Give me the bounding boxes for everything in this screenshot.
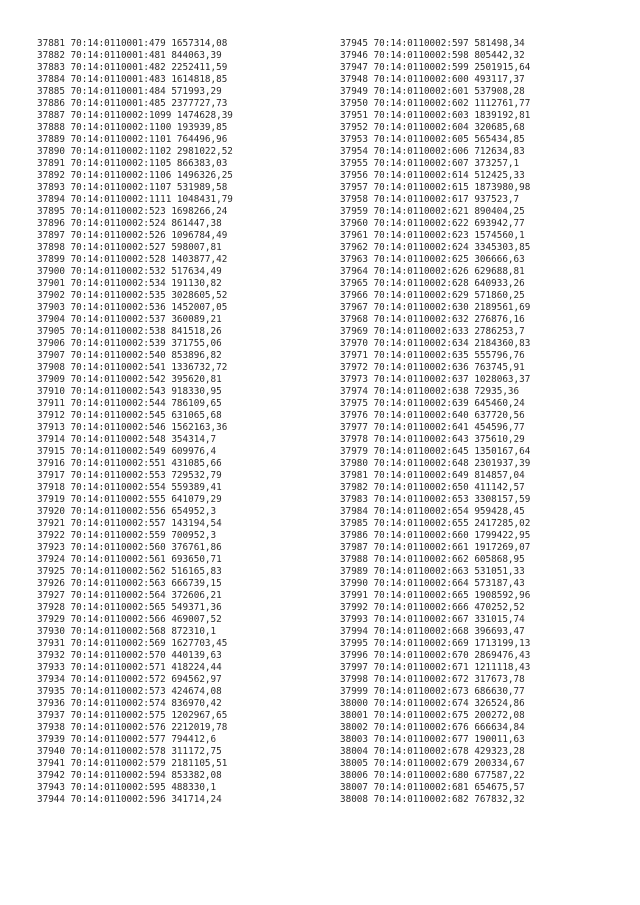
table-row: 37905 70:14:0110002:538 841518,26	[37, 326, 222, 337]
table-row: 37987 70:14:0110002:661 1917269,07	[340, 542, 531, 553]
table-row: 37933 70:14:0110002:571 418224,44	[37, 662, 222, 673]
table-row: 37957 70:14:0110002:615 1873980,98	[340, 182, 531, 193]
table-row: 37962 70:14:0110002:624 3345303,85	[340, 242, 531, 253]
table-row: 37896 70:14:0110002:524 861447,38	[37, 218, 222, 229]
table-row: 37918 70:14:0110002:554 559389,41	[37, 482, 222, 493]
left-column	[37, 38, 233, 806]
table-row: 37903 70:14:0110002:536 1452007,05	[37, 302, 228, 313]
table-row: 37989 70:14:0110002:663 531051,33	[340, 566, 525, 577]
table-row: 37944 70:14:0110002:596 341714,24	[37, 794, 222, 805]
table-row: 37911 70:14:0110002:544 786109,65	[37, 398, 222, 409]
table-row: 37928 70:14:0110002:565 549371,36	[37, 602, 222, 613]
table-row: 38004 70:14:0110002:678 429323,28	[340, 746, 525, 757]
table-row: 37971 70:14:0110002:635 555796,76	[340, 350, 525, 361]
table-row: 37887 70:14:0110002:1099 1474628,39	[37, 110, 233, 121]
table-row: 37912 70:14:0110002:545 631065,68	[37, 410, 222, 421]
table-row: 37963 70:14:0110002:625 306666,63	[340, 254, 525, 265]
table-row: 37883 70:14:0110001:482 2252411,59	[37, 62, 228, 73]
table-row: 37999 70:14:0110002:673 686630,77	[340, 686, 525, 697]
table-row: 37997 70:14:0110002:671 1211118,43	[340, 662, 531, 673]
table-row: 37907 70:14:0110002:540 853896,82	[37, 350, 222, 361]
table-row: 37932 70:14:0110002:570 440139,63	[37, 650, 222, 661]
table-row: 37926 70:14:0110002:563 666739,15	[37, 578, 222, 589]
table-row: 37991 70:14:0110002:665 1908592,96	[340, 590, 531, 601]
table-row: 37894 70:14:0110002:1111 1048431,79	[37, 194, 233, 205]
table-row: 37993 70:14:0110002:667 331015,74	[340, 614, 525, 625]
table-row: 37937 70:14:0110002:575 1202967,65	[37, 710, 228, 721]
table-row: 37920 70:14:0110002:556 654952,3	[37, 506, 217, 517]
table-row: 37945 70:14:0110002:597 581498,34	[340, 38, 525, 49]
table-row: 37893 70:14:0110002:1107 531989,58	[37, 182, 228, 193]
table-row: 37973 70:14:0110002:637 1028063,37	[340, 374, 531, 385]
table-row: 37923 70:14:0110002:560 376761,86	[37, 542, 222, 553]
table-row: 37939 70:14:0110002:577 794412,6	[37, 734, 217, 745]
table-row: 37970 70:14:0110002:634 2184360,83	[340, 338, 531, 349]
table-row: 37946 70:14:0110002:598 805442,32	[340, 50, 525, 61]
table-row: 37898 70:14:0110002:527 598007,81	[37, 242, 222, 253]
table-row: 38003 70:14:0110002:677 190011,63	[340, 734, 525, 745]
table-row: 37889 70:14:0110002:1101 764496,96	[37, 134, 228, 145]
table-row: 37969 70:14:0110002:633 2786253,7	[340, 326, 525, 337]
table-row: 37938 70:14:0110002:576 2212019,78	[37, 722, 228, 733]
table-row: 37978 70:14:0110002:643 375610,29	[340, 434, 525, 445]
table-row: 37981 70:14:0110002:649 814857,04	[340, 470, 525, 481]
table-row: 37965 70:14:0110002:628 640933,26	[340, 278, 525, 289]
table-row: 37974 70:14:0110002:638 72935,36	[340, 386, 520, 397]
table-row: 37986 70:14:0110002:660 1799422,95	[340, 530, 531, 541]
table-row: 37959 70:14:0110002:621 890404,25	[340, 206, 525, 217]
table-row: 37906 70:14:0110002:539 371755,06	[37, 338, 222, 349]
table-row: 37972 70:14:0110002:636 763745,91	[340, 362, 525, 373]
table-row: 37897 70:14:0110002:526 1096784,49	[37, 230, 228, 241]
table-row: 38001 70:14:0110002:675 200272,08	[340, 710, 525, 721]
table-row: 37885 70:14:0110001:484 571993,29	[37, 86, 222, 97]
table-row: 37990 70:14:0110002:664 573187,43	[340, 578, 525, 589]
table-row: 37943 70:14:0110002:595 488330,1	[37, 782, 217, 793]
table-row: 38005 70:14:0110002:679 200334,67	[340, 758, 525, 769]
table-row: 37968 70:14:0110002:632 276876,16	[340, 314, 525, 325]
table-row: 37929 70:14:0110002:566 469007,52	[37, 614, 222, 625]
table-row: 37922 70:14:0110002:559 700952,3	[37, 530, 217, 541]
table-row: 37976 70:14:0110002:640 637720,56	[340, 410, 525, 421]
table-row: 37949 70:14:0110002:601 537908,28	[340, 86, 525, 97]
table-row: 37967 70:14:0110002:630 2189561,69	[340, 302, 531, 313]
table-row: 37915 70:14:0110002:549 609976,4	[37, 446, 217, 457]
table-row: 38007 70:14:0110002:681 654675,57	[340, 782, 525, 793]
table-row: 37947 70:14:0110002:599 2501915,64	[340, 62, 531, 73]
table-row: 37954 70:14:0110002:606 712634,83	[340, 146, 525, 157]
table-row: 37891 70:14:0110002:1105 866383,03	[37, 158, 228, 169]
table-row: 37899 70:14:0110002:528 1403877,42	[37, 254, 228, 265]
table-row: 37950 70:14:0110002:602 1112761,77	[340, 98, 531, 109]
table-row: 37956 70:14:0110002:614 512425,33	[340, 170, 525, 181]
table-row: 37916 70:14:0110002:551 431085,66	[37, 458, 222, 469]
table-row: 37996 70:14:0110002:670 2869476,43	[340, 650, 531, 661]
table-row: 37882 70:14:0110001:481 844063,39	[37, 50, 222, 61]
table-row: 37942 70:14:0110002:594 853382,08	[37, 770, 222, 781]
table-row: 37902 70:14:0110002:535 3028605,52	[37, 290, 228, 301]
table-row: 37909 70:14:0110002:542 395620,81	[37, 374, 222, 385]
table-row: 37925 70:14:0110002:562 516165,83	[37, 566, 222, 577]
table-row: 37952 70:14:0110002:604 320685,68	[340, 122, 525, 133]
table-row: 37955 70:14:0110002:607 373257,1	[340, 158, 520, 169]
table-row: 37921 70:14:0110002:557 143194,54	[37, 518, 222, 529]
table-row: 38006 70:14:0110002:680 677587,22	[340, 770, 525, 781]
table-row: 37992 70:14:0110002:666 470252,52	[340, 602, 525, 613]
table-row: 37914 70:14:0110002:548 354314,7	[37, 434, 217, 445]
table-row: 37979 70:14:0110002:645 1350167,64	[340, 446, 531, 457]
table-row: 37988 70:14:0110002:662 605868,95	[340, 554, 525, 565]
table-row: 37983 70:14:0110002:653 3308157,59	[340, 494, 531, 505]
table-row: 37994 70:14:0110002:668 396693,47	[340, 626, 525, 637]
table-row: 37966 70:14:0110002:629 571860,25	[340, 290, 525, 301]
table-row: 37961 70:14:0110002:623 1574560,1	[340, 230, 525, 241]
table-row: 37980 70:14:0110002:648 2301937,39	[340, 458, 531, 469]
table-row: 37900 70:14:0110002:532 517634,49	[37, 266, 222, 277]
table-row: 37904 70:14:0110002:537 360089,21	[37, 314, 222, 325]
table-row: 37884 70:14:0110001:483 1614818,85	[37, 74, 228, 85]
table-row: 37982 70:14:0110002:650 411142,57	[340, 482, 525, 493]
table-row: 37924 70:14:0110002:561 693650,71	[37, 554, 222, 565]
table-row: 38002 70:14:0110002:676 666634,84	[340, 722, 525, 733]
table-row: 37934 70:14:0110002:572 694562,97	[37, 674, 222, 685]
table-row: 37927 70:14:0110002:564 372606,21	[37, 590, 222, 601]
table-row: 37910 70:14:0110002:543 918330,95	[37, 386, 222, 397]
table-row: 37960 70:14:0110002:622 693942,77	[340, 218, 525, 229]
table-row: 37998 70:14:0110002:672 317673,78	[340, 674, 525, 685]
table-row: 37913 70:14:0110002:546 1562163,36	[37, 422, 228, 433]
table-row: 37930 70:14:0110002:568 872310,1	[37, 626, 217, 637]
table-row: 37931 70:14:0110002:569 1627703,45	[37, 638, 228, 649]
table-row: 38008 70:14:0110002:682 767832,32	[340, 794, 525, 805]
table-row: 37892 70:14:0110002:1106 1496326,25	[37, 170, 233, 181]
table-row: 37977 70:14:0110002:641 454596,77	[340, 422, 525, 433]
table-row: 37964 70:14:0110002:626 629688,81	[340, 266, 525, 277]
table-row: 37984 70:14:0110002:654 959428,45	[340, 506, 525, 517]
table-row: 37940 70:14:0110002:578 311172,75	[37, 746, 222, 757]
table-row: 37948 70:14:0110002:600 493117,37	[340, 74, 525, 85]
table-row: 37995 70:14:0110002:669 1713199,13	[340, 638, 531, 649]
table-row: 37917 70:14:0110002:553 729532,79	[37, 470, 222, 481]
table-row: 37953 70:14:0110002:605 565434,85	[340, 134, 525, 145]
table-row: 37895 70:14:0110002:523 1698266,24	[37, 206, 228, 217]
table-row: 37919 70:14:0110002:555 641079,29	[37, 494, 222, 505]
table-row: 37951 70:14:0110002:603 1839192,81	[340, 110, 531, 121]
table-row: 38000 70:14:0110002:674 326524,86	[340, 698, 525, 709]
table-row: 37886 70:14:0110001:485 2377727,73	[37, 98, 228, 109]
table-row: 37888 70:14:0110002:1100 193939,85	[37, 122, 228, 133]
table-row: 37936 70:14:0110002:574 836970,42	[37, 698, 222, 709]
table-row: 37890 70:14:0110002:1102 2981022,52	[37, 146, 233, 157]
table-row: 37881 70:14:0110001:479 1657314,08	[37, 38, 228, 49]
table-row: 37935 70:14:0110002:573 424674,08	[37, 686, 222, 697]
table-row: 37985 70:14:0110002:655 2417285,02	[340, 518, 531, 529]
table-row: 37958 70:14:0110002:617 937523,7	[340, 194, 520, 205]
table-row: 37941 70:14:0110002:579 2181105,51	[37, 758, 228, 769]
table-row: 37975 70:14:0110002:639 645460,24	[340, 398, 525, 409]
table-row: 37901 70:14:0110002:534 191130,82	[37, 278, 222, 289]
right-column	[340, 38, 530, 806]
table-row: 37908 70:14:0110002:541 1336732,72	[37, 362, 228, 373]
